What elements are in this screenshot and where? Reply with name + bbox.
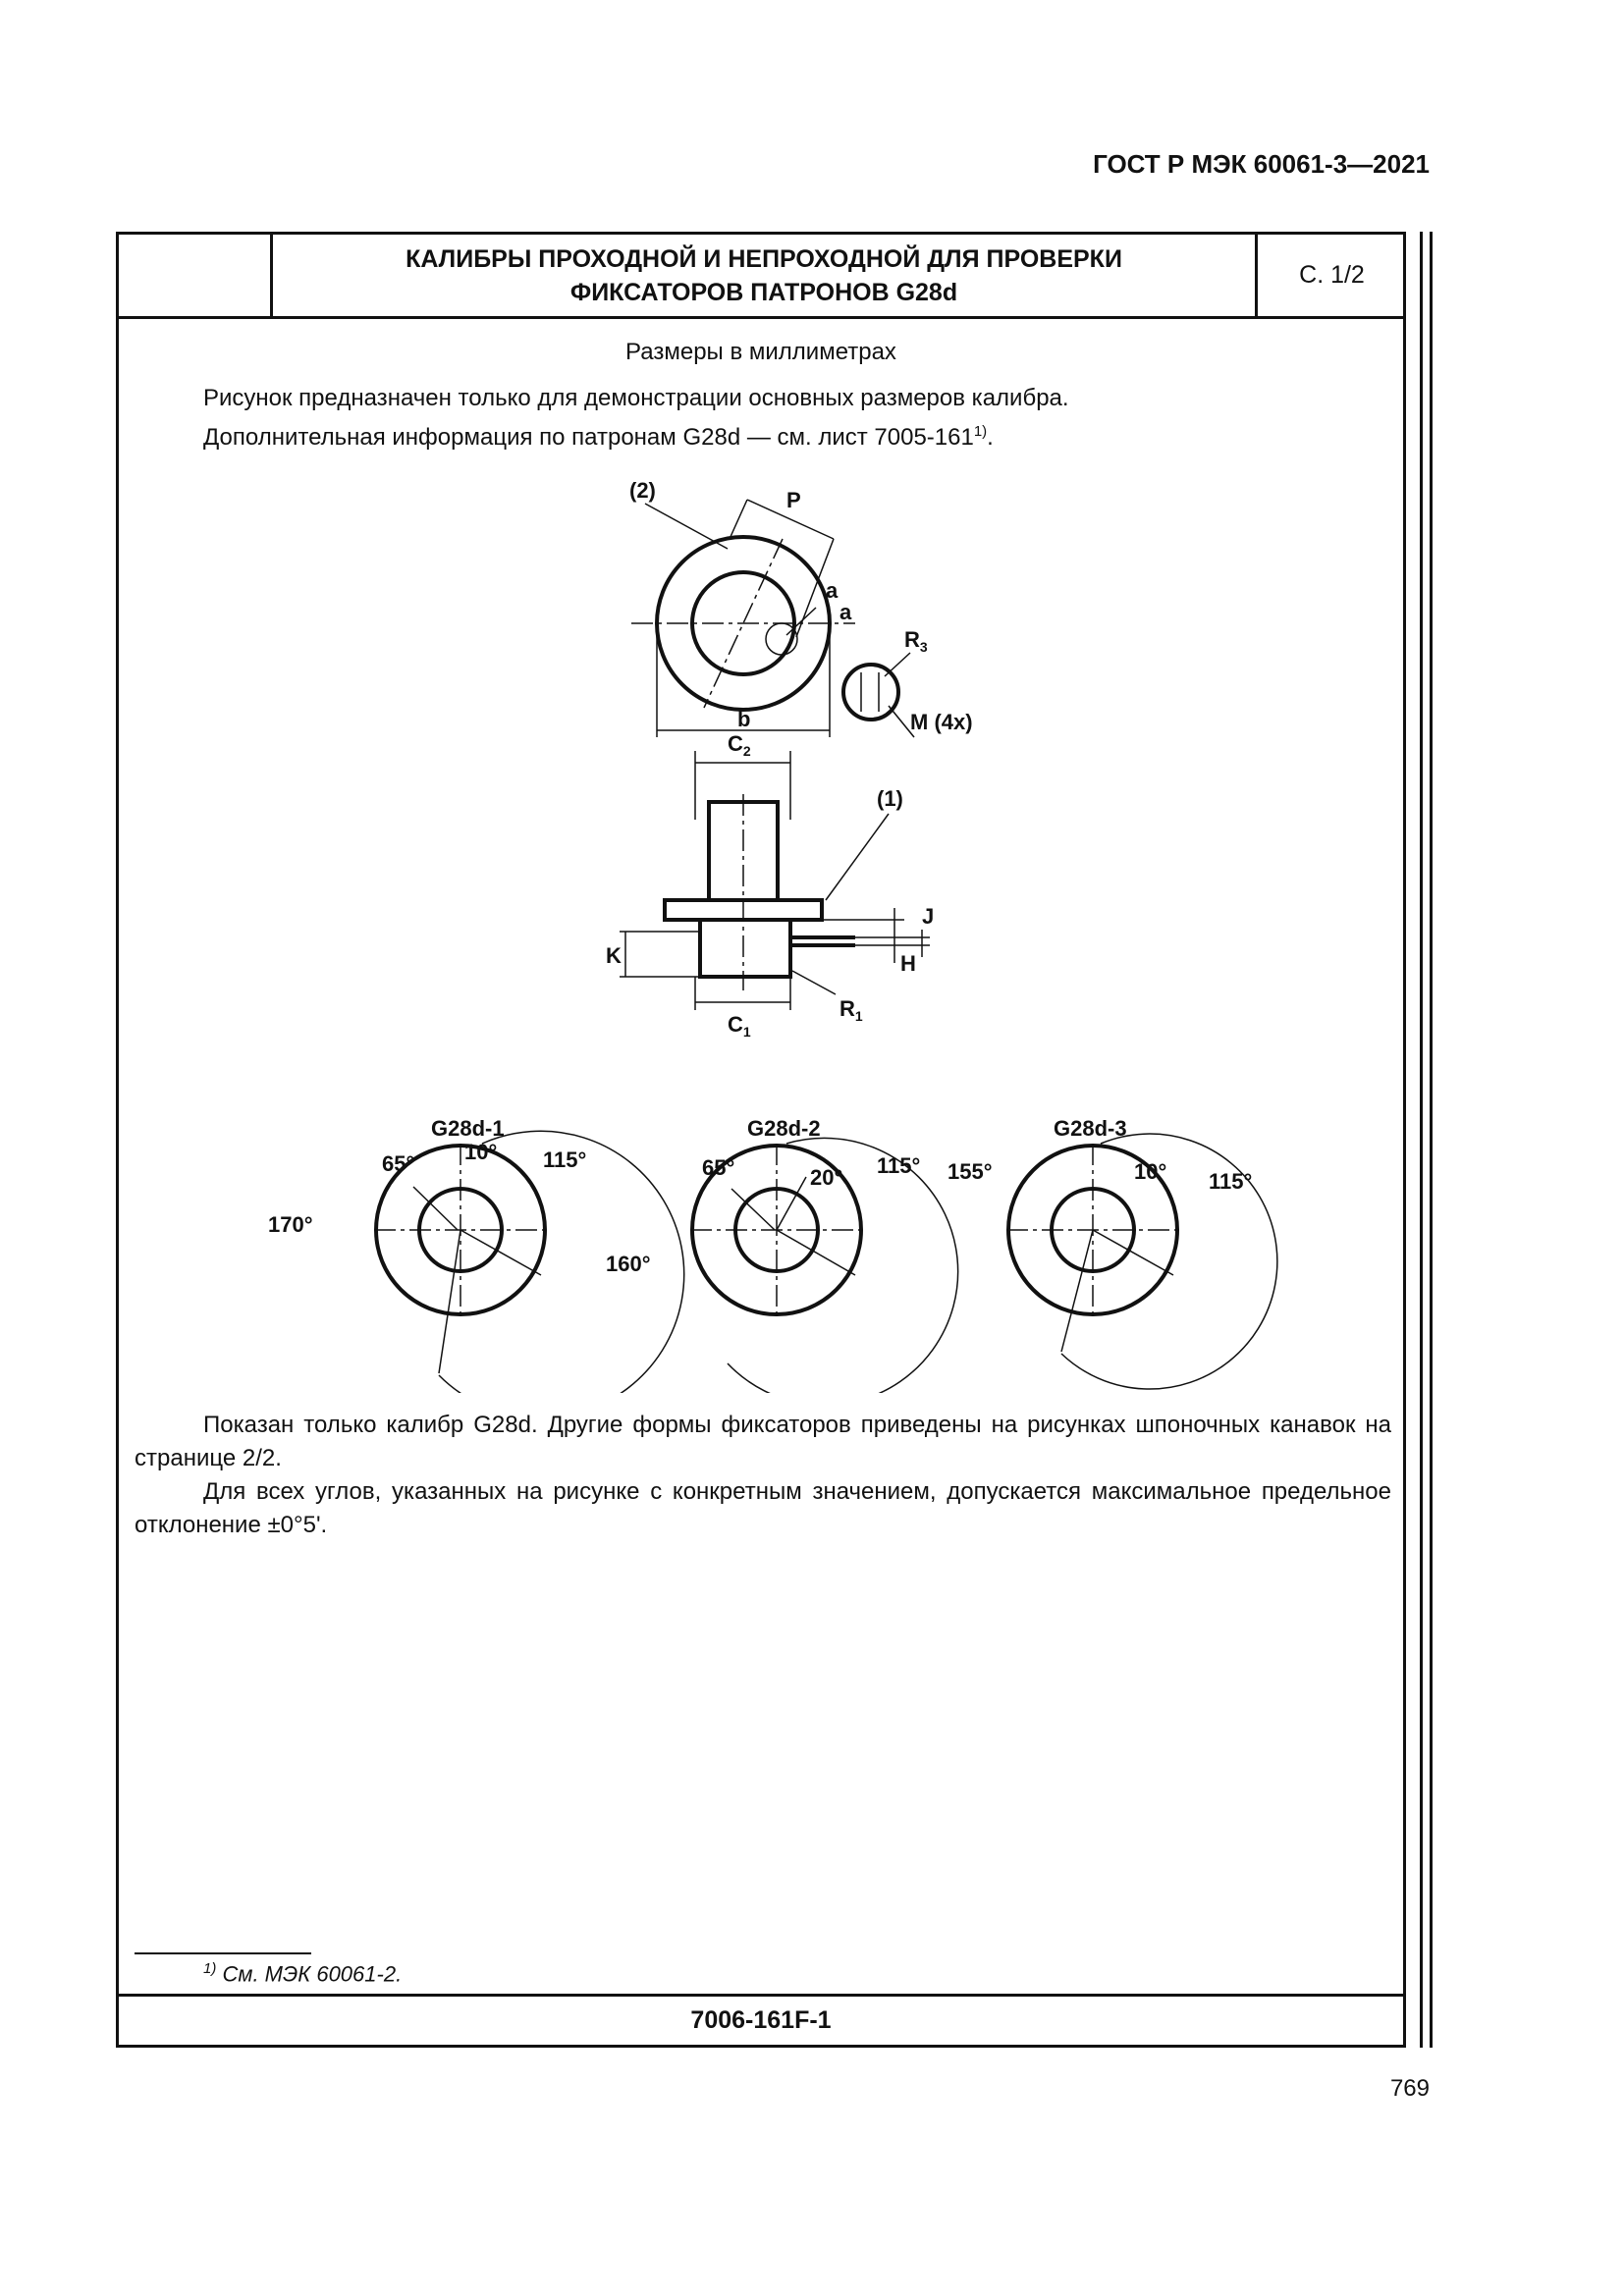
page-number: 769 — [1389, 2075, 1430, 2102]
detail-a — [843, 653, 914, 737]
variant1-angle-65: 65° — [382, 1151, 415, 1176]
variant2-angle-115: 115° — [877, 1153, 921, 1178]
label-H: H — [900, 951, 916, 976]
intro-line2-end: . — [987, 424, 994, 451]
label-ref1: (1) — [877, 786, 903, 811]
footnote-separator — [135, 1952, 311, 1954]
variant2-name: G28d-2 — [747, 1116, 821, 1141]
label-C1: $C_1$ — [728, 1012, 751, 1040]
sheet-title-line2: ФИКСАТОРОВ ПАТРОНОВ G28d — [569, 279, 958, 306]
variant3-name: G28d-3 — [1054, 1116, 1127, 1141]
intro-text — [203, 382, 1332, 454]
variant3-angle-115: 115° — [1209, 1169, 1253, 1194]
intro-line2-text: Дополнительная информация по патронам G28d — см. лист 7005-161 — [203, 424, 974, 451]
label-ref2: (2) — [629, 480, 656, 503]
label-M4x: M (4x) — [910, 710, 973, 734]
variant1-angle-10: 10° — [464, 1140, 498, 1164]
label-b: b — [737, 707, 751, 731]
variant2-angle-20: 20° — [810, 1165, 843, 1190]
variant2-angle-160: 160° — [606, 1252, 651, 1276]
intro-line1: Рисунок предназначен только для демонстрации основных размеров калибра. — [203, 385, 1069, 411]
label-R1: $R_1$ — [839, 996, 863, 1024]
variant3-angle-10: 10° — [1134, 1159, 1167, 1184]
body-paragraph-1: Показан только калибр G28d. Другие формы фиксаторов приведены на рисунках шпоночных канавок на странице 2/2. — [135, 1412, 1391, 1471]
variant1-name: G28d-1 — [431, 1116, 505, 1141]
label-a-top: a — [826, 578, 839, 603]
sheet-number: С. 1/2 — [1255, 235, 1406, 316]
label-P: P — [786, 488, 801, 512]
sheet-code: 7006-161F-1 — [119, 1994, 1403, 2045]
footnote-mark: 1) — [203, 1960, 217, 1977]
body-text — [135, 1409, 1391, 1542]
label-K: K — [606, 943, 622, 968]
intro-line2 — [203, 415, 1332, 454]
label-J: J — [922, 904, 935, 929]
sheet-title-line1: КАЛИБРЫ ПРОХОДНОЙ И НЕПРОХОДНОЙ ДЛЯ ПРОВЕРКИ — [406, 245, 1122, 273]
variant2-angle-65: 65° — [702, 1155, 735, 1180]
label-a-detail: a — [839, 600, 852, 624]
label-C2: $C_2$ — [728, 731, 751, 759]
variant1-angle-115: 115° — [543, 1148, 587, 1172]
body-paragraph-2: Для всех углов, указанных на рисунке с конкретным значением, допускается максимальное предельное отклонение ±0°5'. — [135, 1478, 1391, 1538]
standard-designation: ГОСТ Р МЭК 60061-3—2021 — [1093, 149, 1430, 179]
variant3-angle-155: 155° — [947, 1159, 993, 1184]
gauge-top-view — [631, 500, 855, 737]
title-block-empty-cell — [119, 235, 273, 316]
label-R3: $R_3$ — [904, 627, 928, 655]
footnote — [203, 1960, 402, 1987]
footnote-text: См. МЭК 60061-2. — [222, 1961, 403, 1987]
sheet-frame — [116, 232, 1406, 2048]
gauge-drawing — [119, 480, 1403, 1393]
footnote-ref: 1) — [973, 423, 988, 440]
sheet-title — [273, 242, 1255, 309]
frame-double-line-2 — [1430, 232, 1433, 2048]
title-block — [119, 235, 1403, 319]
variant1-angle-170: 170° — [268, 1212, 313, 1237]
frame-double-line-1 — [1420, 232, 1423, 2048]
units-note: Размеры в миллиметрах — [625, 339, 896, 365]
